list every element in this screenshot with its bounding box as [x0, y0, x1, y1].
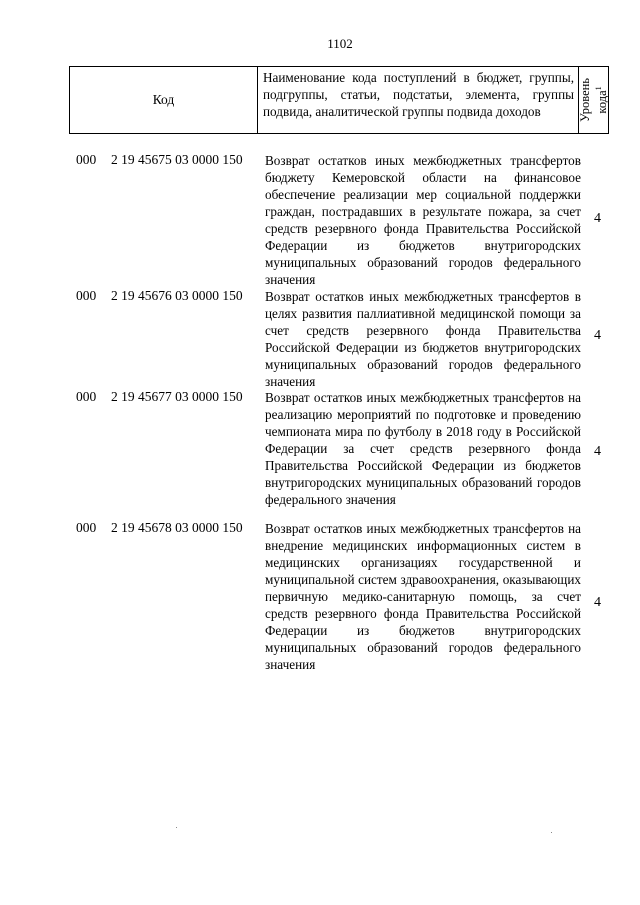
row-name: Возврат остатков иных межбюджетных трансфертов в целях развития паллиативной медицинской помощи за счет средств резервного фонда Правительства Российской Федерации из бюджетов внутригородских муниципальных образований городов федерального значения [265, 289, 581, 389]
row-code: 2 19 45678 03 0000 150 [111, 520, 243, 535]
row-level: 4 [594, 328, 601, 343]
header-level-main: Уровень [577, 77, 592, 123]
row-prefix: 000 [76, 389, 97, 404]
header-level [579, 67, 608, 133]
row-code: 2 19 45676 03 0000 150 [111, 288, 243, 303]
header-level-footnote: 1 [593, 86, 603, 91]
header-level-sub: кода [594, 90, 609, 114]
header-code: Код [70, 67, 258, 133]
row-level: 4 [594, 595, 601, 610]
page-number: 1102 [327, 36, 353, 51]
table-header [69, 66, 609, 134]
row-prefix: 000 [76, 520, 97, 535]
row-name: Возврат остатков иных межбюджетных трансфертов на реализацию мероприятий по подготовке и проведению чемпионата мира по футболу в 2018 году в Российской Федерации за счет средств резервного фонда Правительства Российской Федерации из бюджетов внутригородских муниципальных образований городов федерального значения [265, 390, 581, 507]
row-level: 4 [594, 444, 601, 459]
row-code: 2 19 45675 03 0000 150 [111, 152, 243, 167]
header-level-label [578, 78, 608, 122]
scan-speck [551, 832, 552, 833]
row-code: 2 19 45677 03 0000 150 [111, 389, 243, 404]
row-name: Возврат остатков иных межбюджетных трансфертов бюджету Кемеровской области на финансовое обеспечение реализации мер социальной поддержки граждан, пострадавших в результате пожара, за счет средств резервного фонда Правительства Российской Федерации из бюджетов внутригородских муниципальных образований городов федерального значения [265, 153, 581, 287]
scan-speck [176, 827, 177, 828]
row-level: 4 [594, 211, 601, 226]
row-prefix: 000 [76, 152, 97, 167]
row-prefix: 000 [76, 288, 97, 303]
header-name: Наименование кода поступлений в бюджет, группы, подгруппы, статьи, подстатьи, элемента, группы подвида, аналитической группы подвида доходов [258, 67, 579, 133]
row-name: Возврат остатков иных межбюджетных трансфертов на внедрение медицинских информационных систем в медицинских организациях государственной и муниципальной систем здравоохранения, оказывающих первичную медико-санитарную помощь, за счет средств резервного фонда Правительства Российской Федерации из бюджетов внутригородских муниципальных образований городов федерального значения [265, 521, 581, 672]
